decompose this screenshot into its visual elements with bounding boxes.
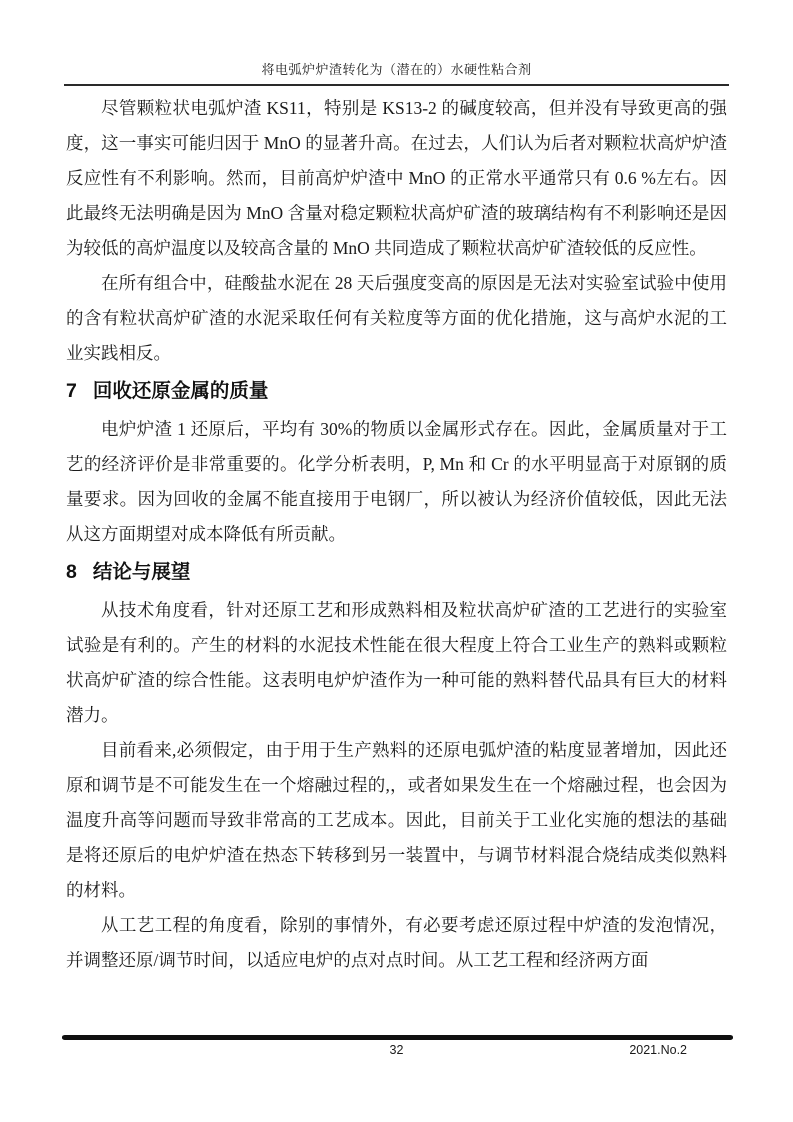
page-footer xyxy=(66,1043,727,1061)
issue-number: 2021.No.2 xyxy=(629,1043,687,1057)
paragraph-2: 在所有组合中，硅酸盐水泥在 28 天后强度变高的原因是无法对实验室试验中使用的含有粒状高炉矿渣的水泥采取任何有关粒度等方面的优化措施，这与高炉水泥的工业实践相反。 xyxy=(66,273,727,363)
paragraph-6: 从工艺工程的角度看，除别的事情外，有必要考虑还原过程中炉渣的发泡情况，并调整还原/调节时间，以适应电炉的点对点时间。从工艺工程和经济两方面 xyxy=(66,915,727,970)
paragraph-1: 尽管颗粒状电弧炉渣 KS11，特别是 KS13-2 的碱度较高，但并没有导致更高的强度，这一事实可能归因于 MnO 的显著升高。在过去，人们认为后者对颗粒状高炉炉渣反应性有不利影响。然而，目前高炉炉渣中 MnO 的正常水平通常只有 0.6 %左右。因此最终无法明确是因为 MnO 含量对稳定颗粒状高炉矿渣的玻璃结构有不利影响还是因为较低的高炉温度以及较高含量的 MnO 共同造成了颗粒状高炉矿渣较低的反应性。 xyxy=(66,98,727,258)
paragraph-4: 从技术角度看，针对还原工艺和形成熟料相及粒状高炉矿渣的工艺进行的实验室试验是有利的。产生的材料的水泥技术性能在很大程度上符合工业生产的熟料或颗粒状高炉矿渣的综合性能。这表明电炉炉渣作为一种可能的熟料替代品具有巨大的材料潜力。 xyxy=(66,600,727,725)
section-7-title: 回收还原金属的质量 xyxy=(92,380,269,402)
section-8-title: 结论与展望 xyxy=(92,561,191,583)
section-7-heading xyxy=(66,372,727,411)
section-8-number: 8 xyxy=(66,561,77,583)
section-8-heading xyxy=(66,553,727,592)
paragraph-5: 目前看来,必须假定，由于用于生产熟料的还原电弧炉渣的粘度显著增加，因此还原和调节是不可能发生在一个熔融过程的,，或者如果发生在一个熔融过程，也会因为温度升高等问题而导致非常高的工艺成本。因此，目前关于工业化实施的想法的基础是将还原后的电炉炉渣在热态下转移到另一装置中，与调节材料混合烧结成类似熟料的材料。 xyxy=(66,740,727,900)
footer-divider xyxy=(62,1035,733,1040)
paragraph-3: 电炉炉渣 1 还原后，平均有 30%的物质以金属形式存在。因此，金属质量对于工艺的经济评价是非常重要的。化学分析表明，P, Mn 和 Cr 的水平明显高于对原钢的质量要求。因为回收的金属不能直接用于电钢厂，所以被认为经济价值较低，因此无法从这方面期望对成本降低有所贡献。 xyxy=(66,419,727,544)
page-header xyxy=(0,0,793,86)
running-title: 将电弧炉炉渣转化为（潜在的）水硬性粘合剂 xyxy=(261,62,532,77)
page-number: 32 xyxy=(389,1043,404,1057)
document-body xyxy=(66,86,727,978)
section-7-number: 7 xyxy=(66,380,77,402)
